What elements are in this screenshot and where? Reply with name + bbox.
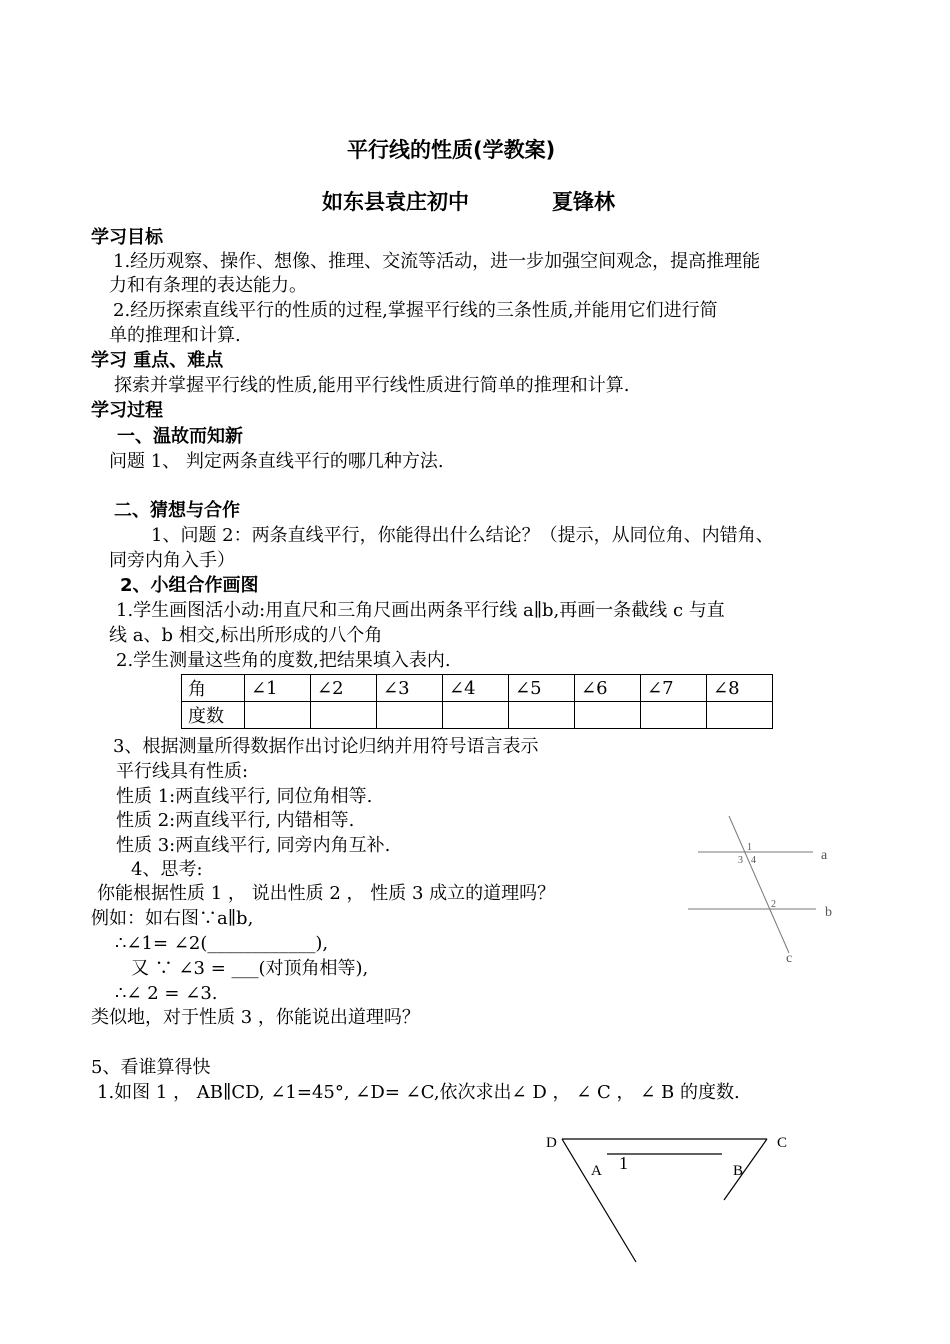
drawing-task-line-1: 1.学生画图活小动:用直尺和三角尺画出两条平行线 a∥b,再画一条截线 c 与直 xyxy=(116,600,725,621)
table-input-cell[interactable] xyxy=(245,702,311,729)
label-b: B xyxy=(733,1163,744,1179)
exercise-heading: 5、看谁算得快 xyxy=(91,1057,211,1078)
table-cell-angle-5: ∠5 xyxy=(509,675,575,702)
table-input-cell[interactable] xyxy=(575,702,641,729)
key-points-text: 探索并掌握平行线的性质,能用平行线性质进行简单的推理和计算. xyxy=(114,375,630,396)
key-points-heading: 学习 重点、难点 xyxy=(91,350,224,371)
measure-task: 2.学生测量这些角的度数,把结果填入表内. xyxy=(116,650,451,671)
label-b: b xyxy=(825,905,832,920)
angle-label-2: 2 xyxy=(771,899,776,910)
angle-label-1: 1 xyxy=(747,842,752,853)
document-title: 平行线的性质(学教案) xyxy=(347,138,556,162)
properties-intro: 平行线具有性质: xyxy=(116,761,249,782)
angle-label-4: 4 xyxy=(751,855,756,866)
table-cell-angle-1: ∠1 xyxy=(245,675,311,702)
table-cell-angle-3: ∠3 xyxy=(377,675,443,702)
table-cell-angle-7: ∠7 xyxy=(641,675,707,702)
table-header-degrees: 度数 xyxy=(182,702,245,729)
group-drawing-heading: 2、小组合作画图 xyxy=(120,575,259,596)
process-heading: 学习过程 xyxy=(91,400,163,421)
objective-2-line-1: 2.经历探索直线平行的性质的过程,掌握平行线的三条性质,并能用它们进行简 xyxy=(113,300,718,321)
exercise-problem-1: 1.如图 1 ， AB∥CD, ∠1=45°, ∠D= ∠C,依次求出∠ D ， ∠ C ， ∠ B 的度数. xyxy=(97,1082,740,1103)
proof-step-1: ∴∠1= ∠2(____________), xyxy=(115,933,329,954)
label-c: C xyxy=(777,1135,788,1151)
objectives-heading: 学习目标 xyxy=(91,227,163,248)
think-question: 你能根据性质 1 ， 说出性质 2 ， 性质 3 成立的道理吗？ xyxy=(97,883,556,904)
table-header-angle: 角 xyxy=(182,675,245,702)
example-given: 例如：如右图∵a∥b, xyxy=(91,908,254,929)
table-input-cell[interactable] xyxy=(509,702,575,729)
transversal-c xyxy=(729,816,789,953)
table-row xyxy=(182,702,773,729)
question-1: 问题 1、 判定两条直线平行的哪几种方法. xyxy=(109,451,444,472)
section-1-heading: 一、温故而知新 xyxy=(117,426,243,447)
objective-1-line-1: 1.经历观察、操作、想像、推理、交流等活动，进一步加强空间观念，提高推理能 xyxy=(113,251,761,272)
label-a: A xyxy=(591,1163,602,1179)
table-input-cell[interactable] xyxy=(707,702,773,729)
proof-step-2: 又 ∵ ∠3 = ___(对顶角相等), xyxy=(131,958,369,979)
similar-question: 类似地，对于性质 3 ，你能说出道理吗？ xyxy=(91,1007,420,1028)
section-2-heading: 二、猜想与合作 xyxy=(114,500,240,521)
angle-label-3: 3 xyxy=(738,855,743,866)
property-1: 性质 1:两直线平行, 同位角相等. xyxy=(116,786,373,807)
think-heading: 4、思考: xyxy=(131,859,203,880)
question-2-line-1: 1、问题 2：两条直线平行，你能得出什么结论？（提示，从同位角、内错角、 xyxy=(151,525,774,546)
property-3: 性质 3:两直线平行, 同旁内角互补. xyxy=(116,835,391,856)
objective-2-line-2: 单的推理和计算. xyxy=(109,325,241,346)
trapezoid-figure xyxy=(540,1125,810,1270)
objective-1-line-2: 力和有条理的表达能力。 xyxy=(109,275,307,296)
property-2: 性质 2:两直线平行, 内错相等. xyxy=(116,810,355,831)
label-c: c xyxy=(786,951,793,966)
angle-label-1: 1 xyxy=(619,1153,628,1173)
author-school: 如东县袁庄初中 xyxy=(322,190,469,214)
parallel-lines-figure xyxy=(680,810,850,970)
table-cell-angle-2: ∠2 xyxy=(311,675,377,702)
table-cell-angle-4: ∠4 xyxy=(443,675,509,702)
angle-measure-table xyxy=(181,674,773,729)
drawing-task-line-2: 线 a、b 相交,标出所形成的八个角 xyxy=(109,625,383,646)
table-input-cell[interactable] xyxy=(443,702,509,729)
proof-step-3: ∴∠ 2 = ∠3. xyxy=(115,983,218,1004)
table-input-cell[interactable] xyxy=(641,702,707,729)
side-c-b xyxy=(724,1139,767,1200)
question-2-line-2: 同旁内角入手） xyxy=(109,550,235,571)
label-a: a xyxy=(821,848,828,863)
discussion-step: 3、根据测量所得数据作出讨论归纳并用符号语言表示 xyxy=(113,736,539,757)
table-input-cell[interactable] xyxy=(377,702,443,729)
table-cell-angle-6: ∠6 xyxy=(575,675,641,702)
label-d: D xyxy=(546,1135,557,1151)
table-cell-angle-8: ∠8 xyxy=(707,675,773,702)
table-input-cell[interactable] xyxy=(311,702,377,729)
author-name: 夏锋林 xyxy=(552,190,615,214)
table-row xyxy=(182,675,773,702)
